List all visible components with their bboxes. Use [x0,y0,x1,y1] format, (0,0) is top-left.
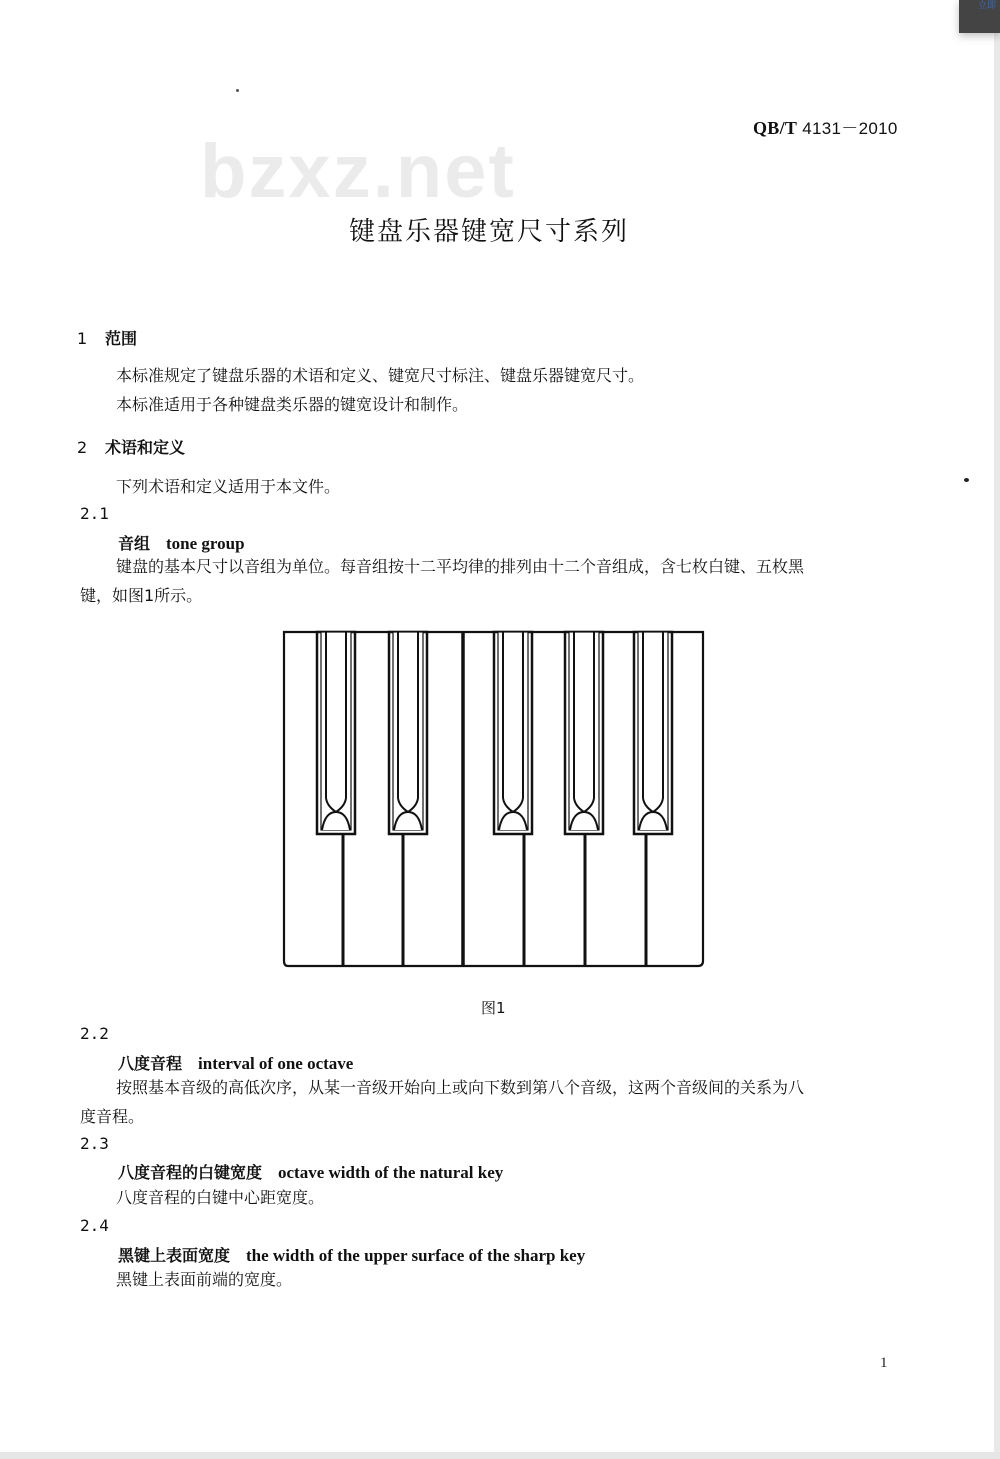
black-key-1 [317,632,355,834]
black-key-4 [565,632,603,834]
term-definition: 八度音程的白键中心距宽度。 [116,1188,325,1207]
term-number: 2.1 [80,504,109,523]
term-heading [118,1160,503,1183]
piano-keyboard-figure [280,628,710,973]
viewer-corner-tab[interactable] [959,0,1000,33]
term-definition-cont: 度音程。 [80,1107,145,1126]
term-en: the width of the upper surface of the sharp key [246,1246,586,1265]
term-heading [118,1051,353,1074]
page-edge-right [994,0,1000,1459]
section-title: 术语和定义 [105,438,186,457]
term-zh: 黑键上表面宽度 [118,1246,231,1265]
term-en: interval of one octave [198,1054,354,1073]
term-en: tone group [166,534,245,553]
section-2-intro: 下列术语和定义适用于本文件。 [116,477,341,496]
term-zh: 八度音程的白键宽度 [118,1163,263,1182]
term-zh: 音组 [118,534,151,553]
black-key-5 [634,632,672,834]
page-number: 1 [880,1355,888,1371]
term-number: 2.2 [80,1024,109,1043]
standard-prefix: QB/T [753,118,798,138]
term-en: octave width of the natural key [278,1163,504,1182]
section-2-heading [77,435,185,458]
term-heading [118,1243,585,1266]
black-key-2 [389,632,427,834]
term-definition-cont: 键，如图1所示。 [80,586,203,605]
scan-speck [964,478,969,482]
standard-code [753,114,898,139]
section-number: 1 [77,329,88,348]
figure-caption: 图1 [481,999,506,1017]
document-title: 键盘乐器键宽尺寸系列 [349,217,630,247]
section-1-heading [77,326,137,349]
section-number: 2 [77,438,88,457]
section-1-paragraph-1: 本标准规定了键盘乐器的术语和定义、键宽尺寸标注、键盘乐器键宽尺寸。 [116,366,645,385]
corner-tab-label: 立即 [978,1,997,11]
watermark: bzxz.net [200,129,516,214]
term-zh: 八度音程 [118,1054,183,1073]
term-heading [118,531,245,554]
term-definition: 键盘的基本尺寸以音组为单位。每音组按十二平均律的排列由十二个音组成，含七枚白键、五枚黑 [116,557,805,576]
term-number: 2.3 [80,1134,109,1153]
page-edge-bottom [0,1452,1000,1459]
term-number: 2.4 [80,1216,109,1235]
section-1-paragraph-2: 本标准适用于各种键盘类乐器的键宽设计和制作。 [116,395,469,414]
standard-number: 4131－2010 [802,119,898,138]
section-title: 范围 [105,329,138,348]
black-key-3 [494,632,532,834]
term-definition: 黑键上表面前端的宽度。 [116,1270,293,1289]
scan-speck [236,89,239,92]
term-definition: 按照基本音级的高低次序，从某一音级开始向上或向下数到第八个音级，这两个音级间的关系为八 [116,1078,805,1097]
